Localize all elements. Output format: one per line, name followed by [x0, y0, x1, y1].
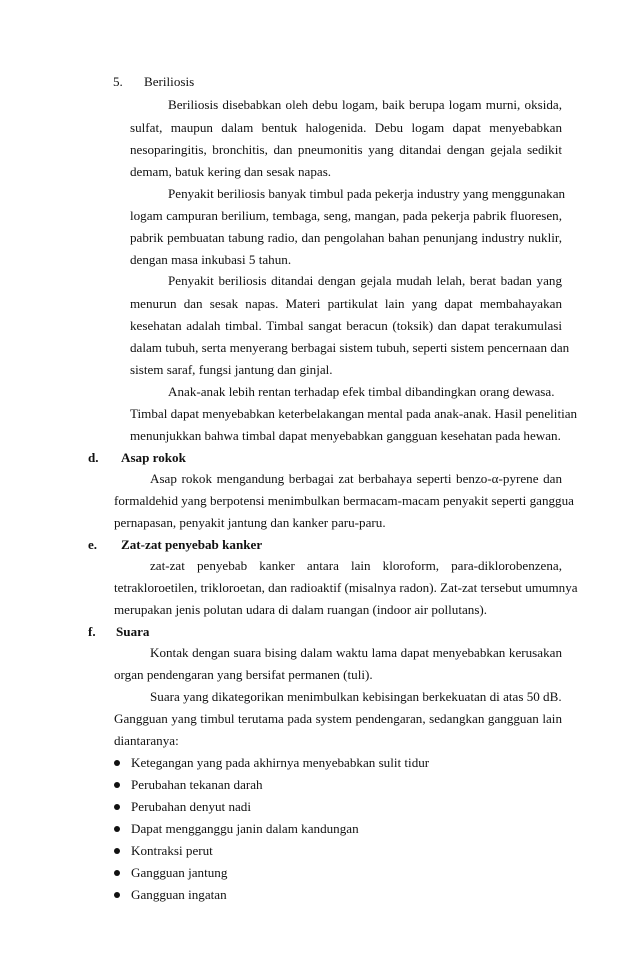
paragraph-line: demam, batuk kering dan sesak napas.	[130, 164, 332, 179]
bullet-icon	[114, 782, 120, 788]
list-item: Ketegangan yang pada akhirnya menyebabkan sulit tidur	[131, 755, 430, 770]
section-title: Asap rokok	[121, 450, 186, 465]
paragraph-line: Kontak dengan suara bising dalam waktu lama dapat menyebabkan kerusakan	[150, 645, 562, 660]
paragraph-line: Penyakit beriliosis banyak timbul pada pekerja industry yang menggunakan	[168, 186, 566, 201]
paragraph-line: menurun dan sesak napas. Materi partikulat lain yang dapat membahayakan	[130, 296, 562, 311]
list-item: Kontraksi perut	[131, 843, 213, 858]
bullet-icon	[114, 804, 120, 810]
item-title: Beriliosis	[144, 74, 195, 89]
paragraph-line: zat-zat penyebab kanker antara lain kloroform, para-diklorobenzena,	[150, 558, 562, 573]
paragraph-line: dalam tubuh, serta menyerang berbagai sistem tubuh, seperti sistem pencernaan dan	[130, 340, 570, 355]
list-item: Gangguan jantung	[131, 865, 228, 880]
bullet-icon	[114, 826, 120, 832]
section-title: Suara	[116, 624, 150, 639]
bullet-icon	[114, 892, 120, 898]
paragraph-line: Beriliosis disebabkan oleh debu logam, baik berupa logam murni, oksida,	[168, 97, 562, 112]
bullet-icon	[114, 760, 120, 766]
paragraph-line: pernapasan, penyakit jantung dan kanker paru-paru.	[114, 515, 386, 530]
paragraph-line: diantaranya:	[114, 733, 179, 748]
list-item: Dapat mengganggu janin dalam kandungan	[131, 821, 359, 836]
paragraph-line: dengan masa inkubasi 5 tahun.	[130, 252, 292, 267]
section-letter: d.	[88, 450, 99, 465]
bullet-icon	[114, 870, 120, 876]
section-letter: f.	[88, 624, 96, 639]
paragraph-line: tetrakloroetilen, trikloroetan, dan radioaktif (misalnya radon). Zat-zat tersebut umumnya	[114, 580, 578, 595]
section-title: Zat-zat penyebab kanker	[121, 537, 263, 552]
paragraph-line: kesehatan adalah timbal. Timbal sangat beracun (toksik) dan dapat terakumulasi	[130, 318, 562, 333]
bullet-icon	[114, 848, 120, 854]
paragraph-line: organ pendengaran yang bersifat permanen (tuli).	[114, 667, 373, 682]
paragraph-line: menunjukkan bahwa timbal dapat menyebabkan gangguan kesehatan pada hewan.	[130, 428, 561, 443]
item-number: 5.	[113, 74, 123, 89]
paragraph-line: Timbal dapat menyebabkan keterbelakangan mental pada anak-anak. Hasil penelitian	[130, 406, 578, 421]
list-item: Gangguan ingatan	[131, 887, 227, 902]
paragraph-line: sistem saraf, fungsi jantung dan ginjal.	[130, 362, 333, 377]
paragraph-line: merupakan jenis polutan udara di dalam ruangan (indoor air pollutans).	[114, 602, 488, 617]
paragraph-line: Asap rokok mengandung berbagai zat berbahaya seperti benzo-α-pyrene dan	[150, 471, 562, 486]
paragraph-line: sulfat, maupun dalam bentuk halogenida. Debu logam dapat menyebabkan	[130, 120, 562, 135]
paragraph-line: Anak-anak lebih rentan terhadap efek timbal dibandingkan orang dewasa.	[168, 384, 555, 399]
paragraph-line: Penyakit beriliosis ditandai dengan gejala mudah lelah, berat badan yang	[168, 273, 562, 288]
paragraph-line: Suara yang dikategorikan menimbulkan kebisingan berkekuatan di atas 50 dB.	[150, 689, 562, 704]
paragraph-line: formaldehid yang berpotensi menimbulkan bermacam-macam penyakit seperti ganggua	[114, 493, 574, 508]
list-item: Perubahan denyut nadi	[131, 799, 251, 814]
section-letter: e.	[88, 537, 98, 552]
paragraph-line: logam campuran berilium, tembaga, seng, mangan, pada pekerja pabrik fluoresen,	[130, 208, 562, 223]
list-item: Perubahan tekanan darah	[131, 777, 263, 792]
paragraph-line: nesoparingitis, bronchitis, dan pneumonitis yang ditandai dengan gejala sedikit	[130, 142, 562, 157]
paragraph-line: Gangguan yang timbul terutama pada system pendengaran, sedangkan gangguan lain	[114, 711, 562, 726]
paragraph-line: pabrik pembuatan tabung radio, dan pengolahan bahan penunjang industry nuklir,	[130, 230, 562, 245]
